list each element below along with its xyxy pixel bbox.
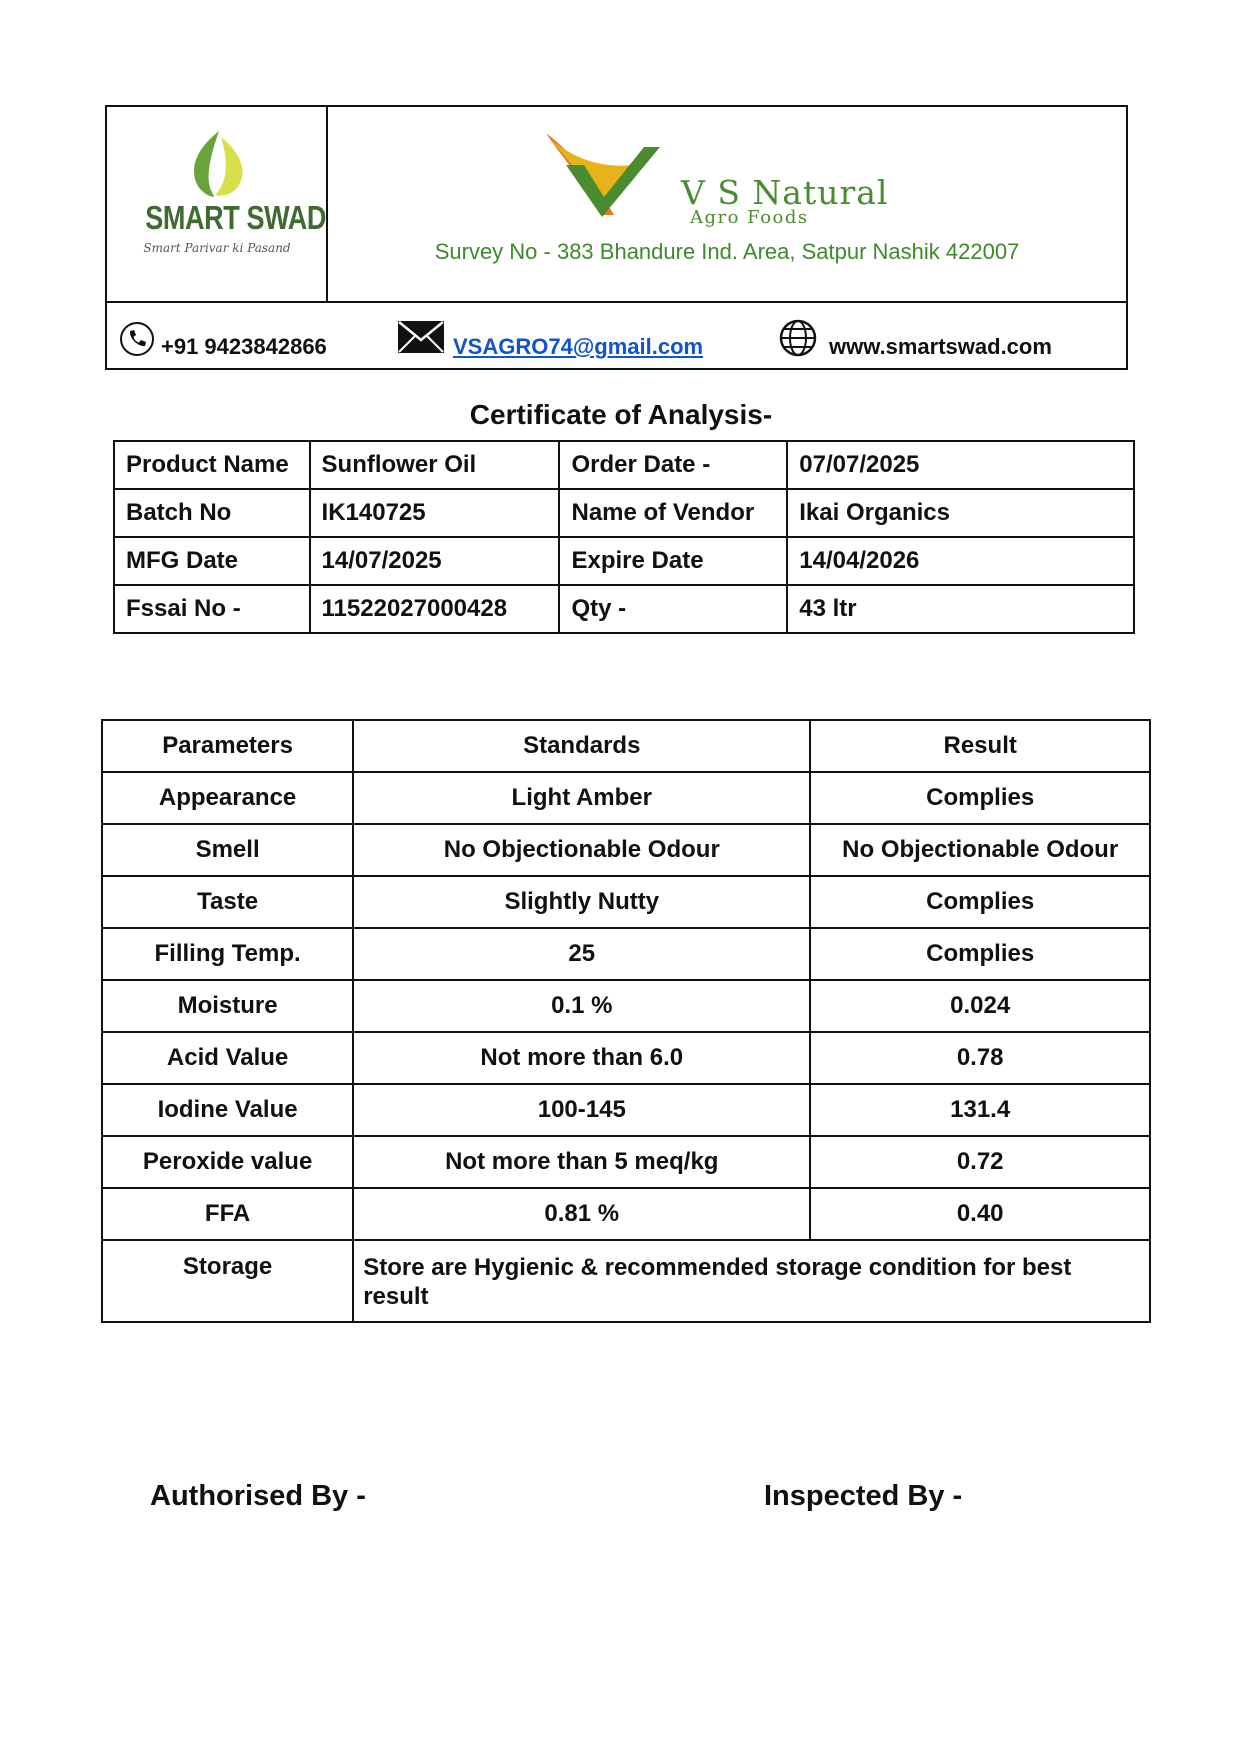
globe-icon — [779, 319, 817, 357]
field-label: MFG Date — [114, 537, 310, 585]
table-row — [102, 876, 1150, 928]
standard-value: Light Amber — [353, 772, 810, 824]
standard-value: 0.1 % — [353, 980, 810, 1032]
table-row — [102, 824, 1150, 876]
field-value: 14/04/2026 — [787, 537, 1134, 585]
standard-value: Not more than 5 meq/kg — [353, 1136, 810, 1188]
standard-value: 0.81 % — [353, 1188, 810, 1240]
standard-value: Not more than 6.0 — [353, 1032, 810, 1084]
phone-number: +91 9423842866 — [161, 334, 327, 359]
field-label: Order Date - — [559, 441, 787, 489]
result-value: 0.024 — [810, 980, 1150, 1032]
parameters-table — [101, 719, 1151, 1323]
smart-swad-brand: SMART SWAD — [145, 199, 327, 236]
storage-row — [102, 1240, 1150, 1322]
leaf-icon — [185, 129, 249, 201]
table-row — [102, 1084, 1150, 1136]
standard-value: 100-145 — [353, 1084, 810, 1136]
storage-label: Storage — [102, 1240, 353, 1322]
field-value: 11522027000428 — [310, 585, 560, 633]
result-value: Complies — [810, 772, 1150, 824]
field-value: 43 ltr — [787, 585, 1134, 633]
authorised-by-label: Authorised By - — [150, 1480, 366, 1512]
company-address: Survey No - 383 Bhandure Ind. Area, Satpur Nashik 422007 — [434, 239, 1020, 264]
column-header: Standards — [353, 720, 810, 772]
mail-icon — [397, 320, 445, 354]
standard-value: 25 — [353, 928, 810, 980]
parameter-name: Taste — [102, 876, 353, 928]
parameter-name: Filling Temp. — [102, 928, 353, 980]
result-value: 0.72 — [810, 1136, 1150, 1188]
field-label: Expire Date — [559, 537, 787, 585]
column-header: Result — [810, 720, 1150, 772]
table-row — [114, 489, 1134, 537]
field-label: Product Name — [114, 441, 310, 489]
email-link[interactable]: VSAGRO74@gmail.com — [453, 334, 704, 359]
field-label: Qty - — [559, 585, 787, 633]
parameter-name: Smell — [102, 824, 353, 876]
standard-value: Slightly Nutty — [353, 876, 810, 928]
company-block — [328, 107, 1126, 301]
field-value: Ikai Organics — [787, 489, 1134, 537]
website-link[interactable]: www.smartswad.com — [829, 334, 1052, 359]
vs-logo-icon — [540, 125, 670, 225]
table-header-row — [102, 720, 1150, 772]
contact-row — [107, 301, 1126, 368]
result-value: Complies — [810, 876, 1150, 928]
table-row — [102, 772, 1150, 824]
phone-icon — [119, 321, 155, 357]
parameter-name: Moisture — [102, 980, 353, 1032]
standard-value: No Objectionable Odour — [353, 824, 810, 876]
field-label: Fssai No - — [114, 585, 310, 633]
smart-swad-tagline: Smart Parivar ki Pasand — [143, 241, 291, 255]
table-row — [114, 585, 1134, 633]
result-value: 0.40 — [810, 1188, 1150, 1240]
table-row — [102, 980, 1150, 1032]
field-value: IK140725 — [310, 489, 560, 537]
result-value: 0.78 — [810, 1032, 1150, 1084]
parameter-name: Iodine Value — [102, 1084, 353, 1136]
letterhead — [105, 105, 1128, 370]
result-value: Complies — [810, 928, 1150, 980]
field-label: Batch No — [114, 489, 310, 537]
table-row — [102, 1136, 1150, 1188]
storage-text: Store are Hygienic & recommended storage condition for best result — [353, 1240, 1150, 1322]
parameter-name: FFA — [102, 1188, 353, 1240]
result-value: 131.4 — [810, 1084, 1150, 1136]
table-row — [114, 441, 1134, 489]
field-value: Sunflower Oil — [310, 441, 560, 489]
parameter-name: Appearance — [102, 772, 353, 824]
product-info-table — [113, 440, 1135, 634]
document-title: Certificate of Analysis- — [469, 399, 773, 430]
field-label: Name of Vendor — [559, 489, 787, 537]
inspected-by-label: Inspected By - — [764, 1480, 963, 1512]
parameter-name: Peroxide value — [102, 1136, 353, 1188]
smart-swad-logo — [107, 107, 328, 301]
table-row — [102, 928, 1150, 980]
table-row — [102, 1032, 1150, 1084]
table-row — [114, 537, 1134, 585]
company-name: V S Natural — [681, 173, 889, 212]
field-value: 07/07/2025 — [787, 441, 1134, 489]
company-subtitle: Agro Foods — [690, 207, 809, 228]
parameter-name: Acid Value — [102, 1032, 353, 1084]
field-value: 14/07/2025 — [310, 537, 560, 585]
table-row — [102, 1188, 1150, 1240]
result-value: No Objectionable Odour — [810, 824, 1150, 876]
column-header: Parameters — [102, 720, 353, 772]
